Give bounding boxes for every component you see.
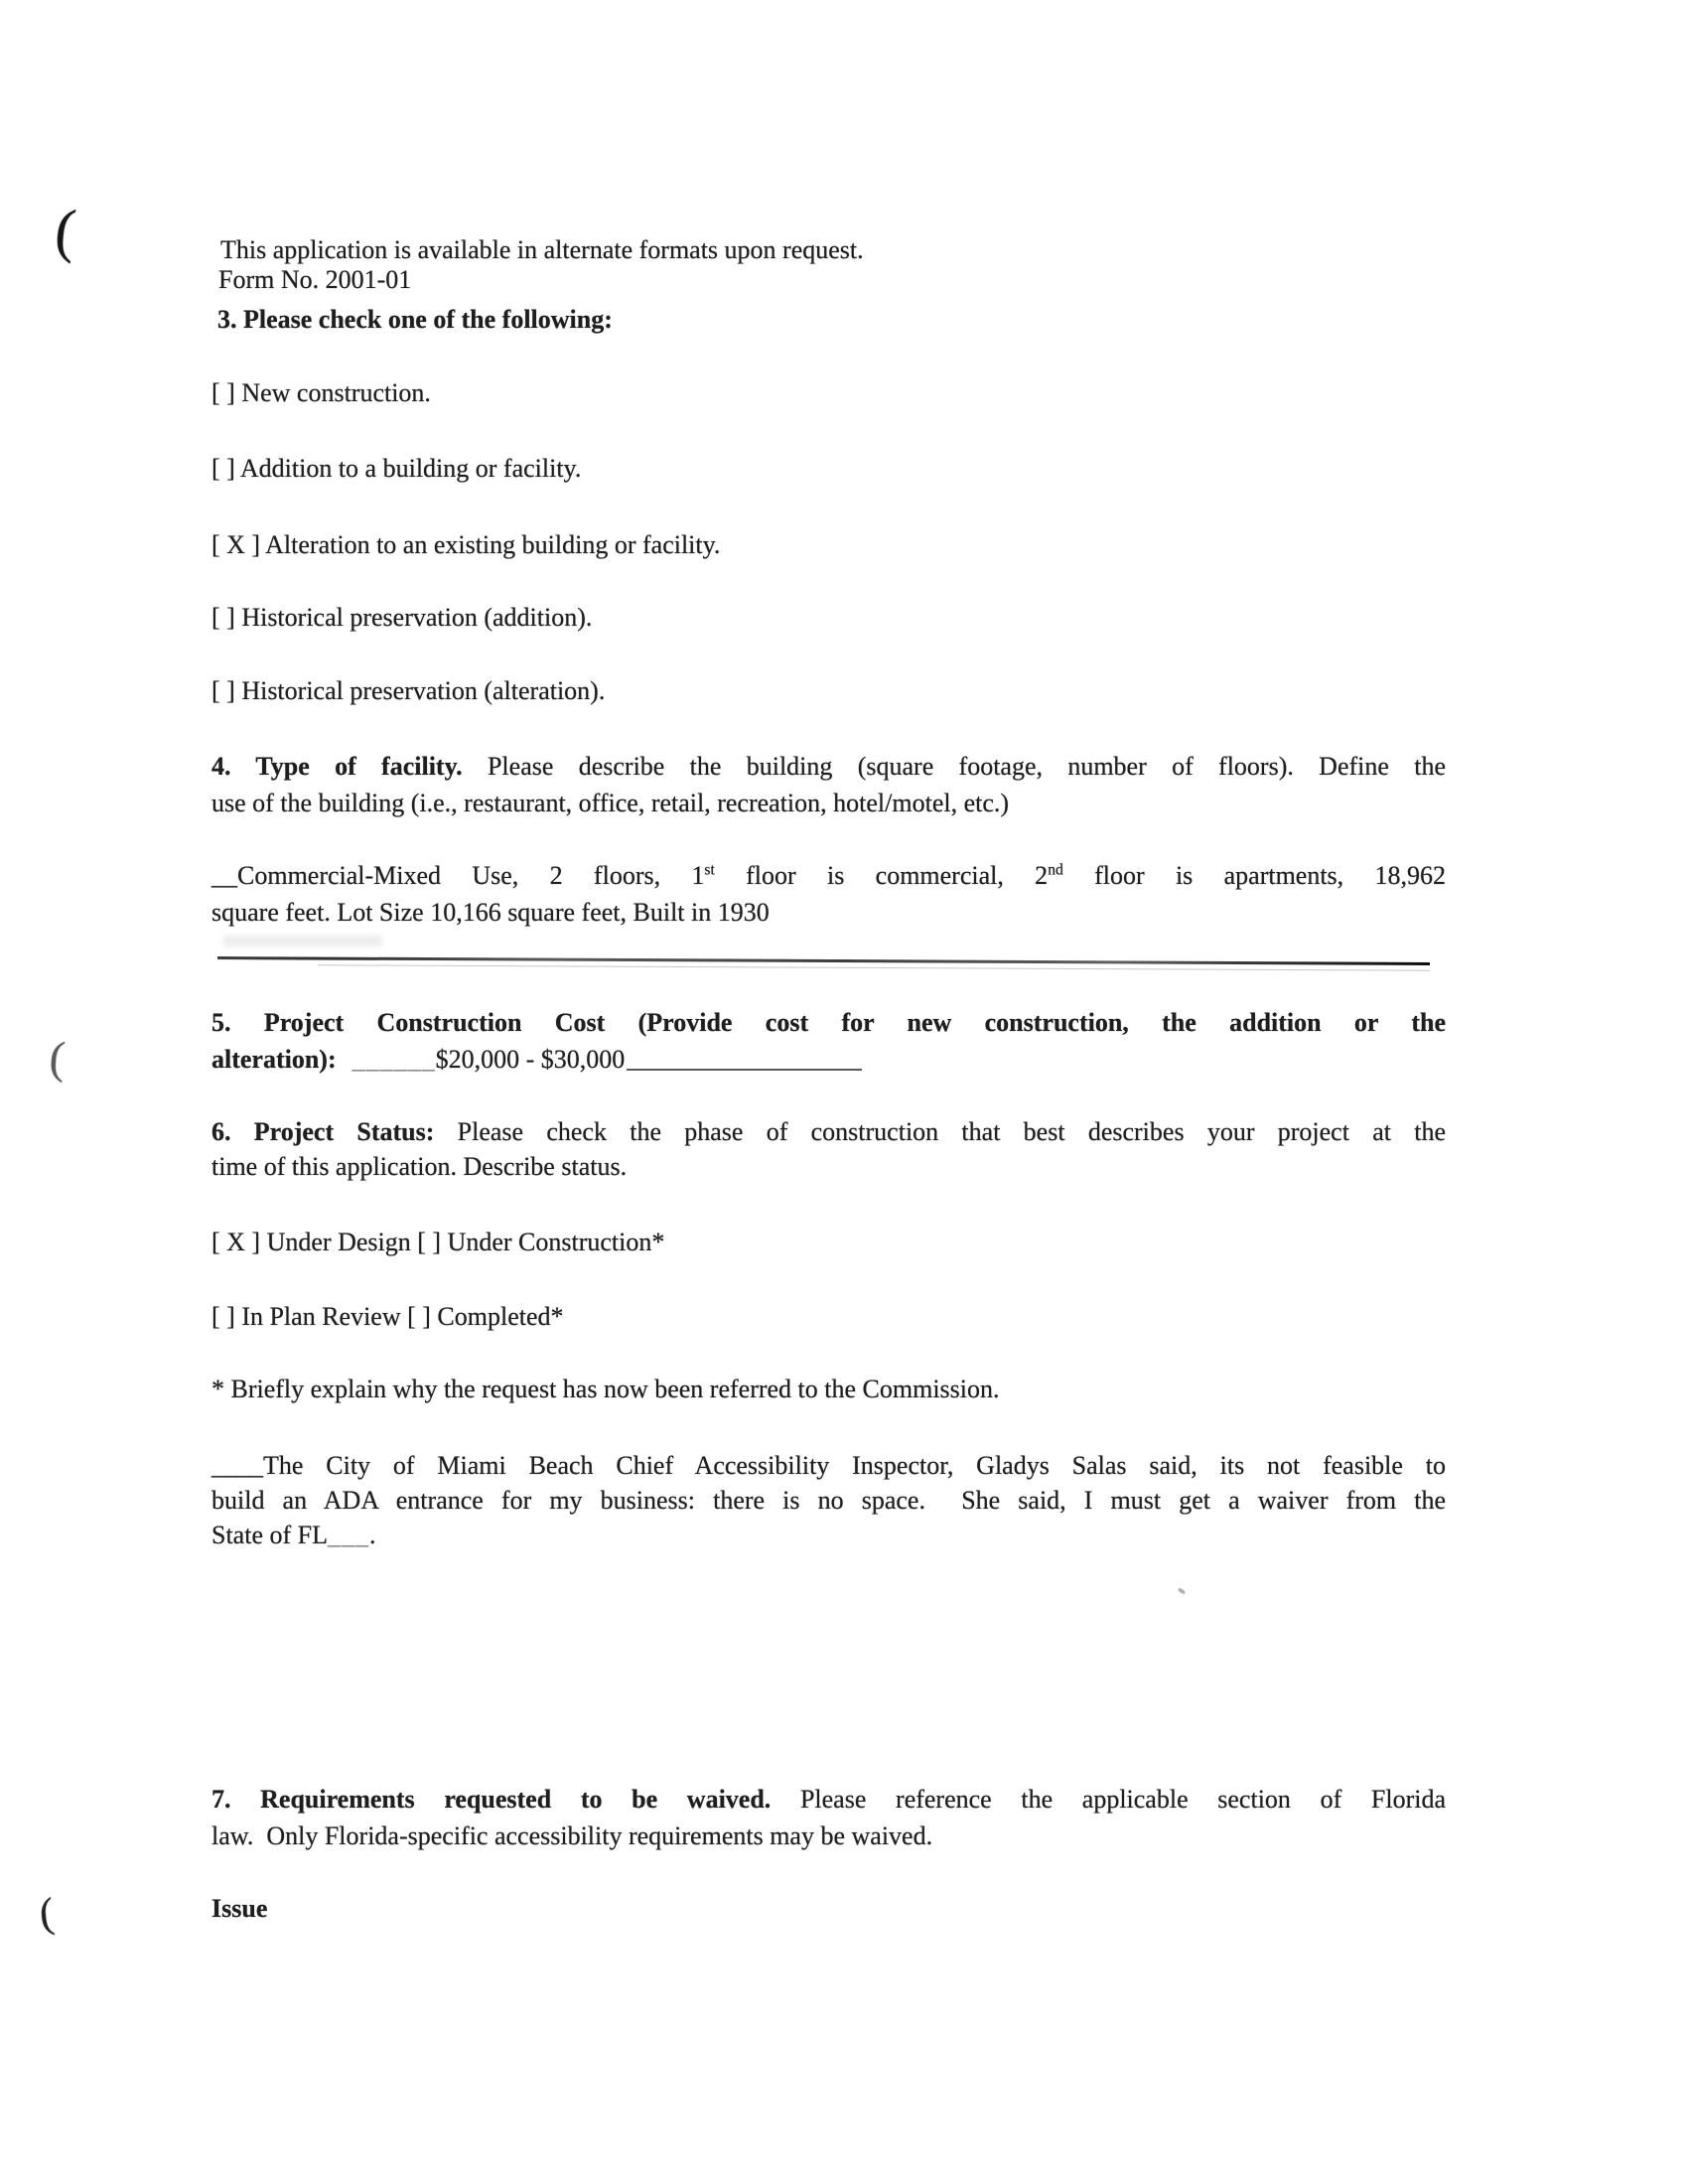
alt-format-note: This application is available in alternate formats upon request. [220, 235, 864, 264]
q4-answer-line-1 [211, 857, 1446, 894]
q6-status-under-design-construction: [ X ] Under Design [ ] Under Construction* [211, 1228, 665, 1256]
q6-answer-state-label: State of FL [211, 1521, 328, 1549]
q6-answer [211, 1448, 1446, 1552]
q7-heading-line-2: law. Only Florida-specific accessibility requirements may be waived. [211, 1821, 933, 1850]
q4-answer-line-2: square feet. Lot Size 10,166 square feet, Built in 1930 [211, 898, 770, 927]
q5-cost-value: $20,000 - $30,000 [435, 1045, 626, 1074]
scan-artifact-smudge [223, 936, 382, 946]
q7-heading-line-1 [211, 1781, 1446, 1818]
q4-answer-superscript-nd: nd [1048, 861, 1063, 879]
q6-heading-rest: Please check the phase of construction that best describes your project at the [434, 1117, 1446, 1146]
q6-answer-line-2: build an ADA entrance for my business: there is no space. She said, I must get a waiver from the [211, 1486, 1446, 1515]
q7-heading-bold: 7. Requirements requested to be waived. [211, 1785, 772, 1814]
q4-heading-rest: Please describe the building (square footage, number of floors). Define the [462, 752, 1446, 781]
q6-status-plan-review-completed: [ ] In Plan Review [ ] Completed* [211, 1302, 564, 1331]
q7-heading [211, 1781, 1446, 1854]
form-number: Form No. 2001-01 [218, 265, 412, 294]
q3-heading: 3. Please check one of the following: [217, 305, 613, 334]
scan-artifact-paren-3: ( [37, 1890, 57, 1938]
scan-artifact-speck [1178, 1587, 1187, 1595]
q6-answer-state-blank: ___ [328, 1521, 369, 1549]
q5-blank-before: ______ [352, 1045, 436, 1074]
q5-heading-line-2 [211, 1040, 1446, 1077]
issue-label: Issue [211, 1894, 268, 1923]
q6-answer-line-1: ____The City of Miami Beach Chief Accessibility Inspector, Gladys Salas said, its not feasible to [211, 1451, 1446, 1480]
q4-heading-line-2: use of the building (i.e., restaurant, office, retail, recreation, hotel/motel, etc.) [211, 789, 1010, 817]
q5-heading [211, 1005, 1446, 1077]
checkbox-alteration-checked: [ X ] Alteration to an existing building or facility. [211, 530, 721, 559]
checkbox-addition: [ ] Addition to a building or facility. [211, 454, 582, 483]
q4-answer-part-1: __Commercial-Mixed Use, 2 floors, 1 [211, 861, 705, 890]
q6-heading-line-2: time of this application. Describe status. [211, 1152, 628, 1181]
q4-heading [211, 748, 1446, 821]
q5-heading-line-1: 5. Project Construction Cost (Provide cost for new construction, the addition or the [211, 1008, 1446, 1037]
q5-alteration-label: alteration): [211, 1045, 337, 1074]
q6-heading-line-1 [211, 1114, 1446, 1149]
checkbox-historical-alteration: [ ] Historical preservation (alteration). [211, 676, 606, 705]
scan-artifact-paren-2: ( [48, 1031, 68, 1084]
q6-heading-bold: 6. Project Status: [211, 1117, 435, 1146]
q4-answer-superscript-st: st [704, 861, 715, 879]
q4-heading-line-1 [211, 748, 1446, 785]
section-divider-rule-echo [318, 964, 1430, 970]
q6-heading [211, 1114, 1446, 1184]
q4-answer [211, 857, 1446, 931]
section-divider-rule [217, 956, 1430, 965]
q4-answer-part-2: floor is commercial, 2 [714, 861, 1049, 890]
checkbox-historical-addition: [ ] Historical preservation (addition). [211, 603, 593, 632]
scan-artifact-paren-1: ( [52, 197, 79, 264]
q5-blank-underline [627, 1043, 862, 1071]
q7-heading-rest: Please reference the applicable section of Florida [771, 1785, 1446, 1814]
checkbox-new-construction: [ ] New construction. [211, 378, 431, 407]
q6-answer-period: . [369, 1521, 376, 1549]
q4-heading-bold: 4. Type of facility. [211, 752, 463, 781]
q4-answer-part-3: floor is apartments, 18,962 [1062, 861, 1446, 890]
q6-answer-line-3 [211, 1518, 1446, 1552]
q6-footnote: * Briefly explain why the request has now been referred to the Commission. [211, 1375, 1000, 1403]
